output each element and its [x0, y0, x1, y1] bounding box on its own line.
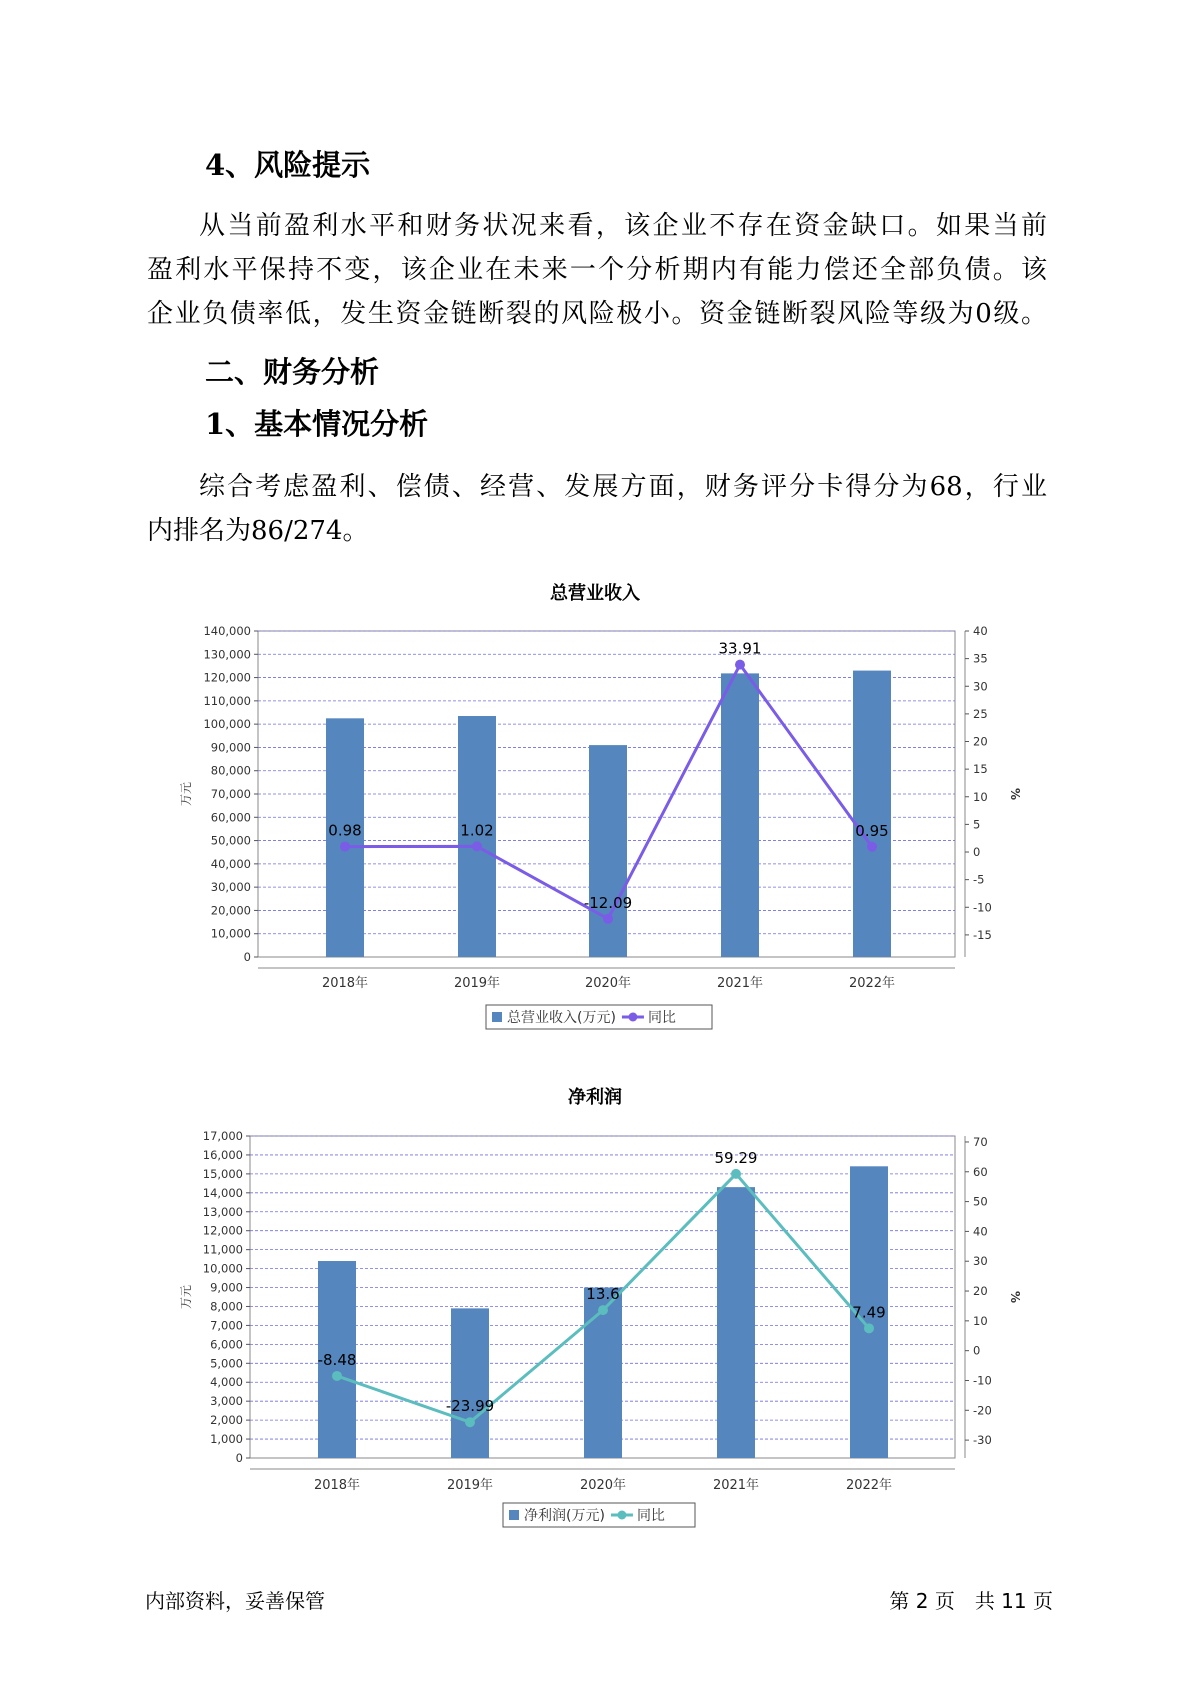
- x-tick-label: 2020年: [584, 976, 632, 991]
- y2-tick-label: -15: [973, 927, 992, 942]
- y-tick-label: 17,000: [202, 1129, 243, 1143]
- basic-paragraph: [147, 465, 1047, 553]
- bar: [589, 745, 627, 957]
- yoy-point: [867, 842, 877, 852]
- y-tick-label: 7,000: [210, 1318, 243, 1333]
- x-tick-label: 2020年: [579, 1478, 627, 1493]
- y-tick-label: 40,000: [210, 856, 251, 871]
- y-tick-label: 30,000: [210, 880, 251, 895]
- y2-tick-label: 20: [973, 1284, 988, 1299]
- y2-tick-label: 70: [973, 1134, 988, 1149]
- yoy-point: [598, 1305, 608, 1315]
- data-label: 59.29: [714, 1148, 758, 1167]
- data-label: -23.99: [445, 1397, 495, 1416]
- y-tick-label: 10,000: [210, 926, 251, 941]
- y2-tick-label: 10: [973, 789, 988, 804]
- footer-page-number: 第 2 页 共 11 页: [889, 1589, 1053, 1613]
- y-tick-label: 1,000: [210, 1432, 243, 1447]
- bar: [451, 1308, 489, 1458]
- data-label: 0.98: [328, 821, 362, 840]
- section-heading-basic: 1、基本情况分析: [205, 407, 429, 441]
- y2-tick-label: 5: [973, 817, 981, 832]
- y-tick-label: 8,000: [210, 1299, 243, 1314]
- data-label: -12.09: [583, 893, 633, 912]
- y-tick-label: 90,000: [210, 740, 251, 755]
- y-tick-label: 80,000: [210, 763, 251, 778]
- x-tick-label: 2018年: [313, 1478, 361, 1493]
- y2-tick-label: -30: [973, 1433, 992, 1448]
- y-tick-label: 5,000: [210, 1356, 243, 1371]
- y-tick-label: 9,000: [210, 1280, 243, 1295]
- y-tick-label: 6,000: [210, 1337, 243, 1352]
- y-tick-label: 15,000: [202, 1166, 243, 1181]
- y-tick-label: 110,000: [203, 693, 251, 708]
- x-tick-label: 2019年: [446, 1478, 494, 1493]
- yoy-point: [472, 841, 482, 851]
- y2-tick-label: -10: [973, 900, 992, 915]
- legend-bar-label: 总营业收入(万元): [507, 1010, 616, 1026]
- yoy-point: [731, 1169, 741, 1179]
- section-heading-risk: 4、风险提示: [205, 148, 371, 182]
- y2-tick-label: 40: [973, 1224, 988, 1239]
- chart-title: 总营业收入: [550, 583, 640, 604]
- x-tick-label: 2022年: [845, 1478, 893, 1493]
- yoy-point: [735, 660, 745, 670]
- y-tick-label: 13,000: [202, 1204, 243, 1219]
- y2-tick-label: -10: [973, 1373, 992, 1388]
- data-label: -8.48: [317, 1350, 357, 1369]
- y2-tick-label: 20: [973, 734, 988, 749]
- yoy-point: [603, 914, 613, 924]
- yoy-point: [864, 1323, 874, 1333]
- y-tick-label: 0: [243, 950, 251, 964]
- y2-tick-label: 10: [973, 1313, 988, 1328]
- yoy-point: [465, 1417, 475, 1427]
- x-tick-label: 2021年: [716, 976, 764, 991]
- y-tick-label: 70,000: [210, 787, 251, 801]
- y-tick-label: 140,000: [203, 624, 251, 638]
- data-label: 0.95: [855, 821, 889, 840]
- y2-tick-label: 40: [973, 624, 988, 638]
- yoy-point: [340, 842, 350, 852]
- section-heading-finance: 二、财务分析: [205, 355, 380, 389]
- y-tick-label: 3,000: [210, 1394, 243, 1409]
- y2-tick-label: -5: [973, 872, 985, 887]
- legend-bar-swatch: [492, 1012, 502, 1022]
- y2-axis-title: %: [1008, 787, 1022, 801]
- y-tick-label: 50,000: [210, 833, 251, 848]
- x-tick-label: 2022年: [848, 976, 896, 991]
- data-label: 33.91: [718, 639, 762, 658]
- y2-tick-label: 35: [973, 651, 988, 666]
- y-axis-title: 万元: [179, 1284, 193, 1310]
- x-tick-label: 2018年: [321, 976, 369, 991]
- data-label: 1.02: [460, 821, 494, 840]
- y2-tick-label: 30: [973, 679, 988, 694]
- legend: [486, 1005, 712, 1029]
- y2-tick-label: 0: [973, 845, 981, 860]
- y2-tick-label: 60: [973, 1164, 988, 1179]
- y-tick-label: 20,000: [210, 903, 251, 918]
- x-tick-label: 2021年: [712, 1478, 760, 1493]
- bar: [721, 673, 759, 957]
- y-tick-label: 16,000: [202, 1147, 243, 1162]
- y-tick-label: 2,000: [210, 1413, 243, 1428]
- basic-line-1: 综合考虑盈利、偿债、经营、发展方面，财务评分卡得分为68，行业: [199, 472, 1047, 502]
- risk-paragraph: [147, 204, 1047, 336]
- y-tick-label: 130,000: [203, 647, 251, 662]
- risk-line-2: 盈利水平保持不变，该企业在未来一个分析期内有能力偿还全部负债。该: [147, 255, 1047, 285]
- y2-tick-label: -20: [973, 1403, 992, 1418]
- y-axis-title: 万元: [179, 781, 193, 807]
- y-tick-label: 12,000: [202, 1223, 243, 1238]
- legend-line-marker: [628, 1013, 637, 1022]
- y-tick-label: 100,000: [203, 717, 251, 732]
- net-profit-chart: [0, 1073, 1191, 1538]
- y-tick-label: 4,000: [210, 1375, 243, 1390]
- chart-title: 净利润: [568, 1087, 622, 1108]
- y-tick-label: 0: [235, 1451, 243, 1465]
- y-tick-label: 10,000: [202, 1261, 243, 1276]
- yoy-point: [332, 1371, 342, 1381]
- data-label: 13.6: [586, 1285, 620, 1304]
- basic-line-2: 内排名为86/274。: [147, 516, 369, 546]
- risk-line-1: 从当前盈利水平和财务状况来看，该企业不存在资金缺口。如果当前: [199, 211, 1047, 241]
- legend-bar-swatch: [509, 1510, 519, 1520]
- y-tick-label: 120,000: [203, 670, 251, 685]
- footer-confidential-note: 内部资料，妥善保管: [145, 1589, 325, 1613]
- legend-line-label: 同比: [647, 1010, 676, 1026]
- risk-line-3: 企业负债率低，发生资金链断裂的风险极小。资金链断裂风险等级为0级。: [147, 299, 1047, 329]
- y-tick-label: 11,000: [202, 1242, 243, 1257]
- legend-line-marker: [617, 1511, 626, 1520]
- y2-tick-label: 0: [973, 1343, 981, 1358]
- bar: [717, 1187, 755, 1458]
- legend-line-label: 同比: [636, 1508, 665, 1524]
- y2-tick-label: 50: [973, 1194, 988, 1209]
- y2-axis-title: %: [1008, 1290, 1022, 1304]
- y-tick-label: 14,000: [202, 1185, 243, 1200]
- revenue-chart: [0, 575, 1191, 1035]
- y2-tick-label: 15: [973, 762, 988, 777]
- legend-bar-label: 净利润(万元): [524, 1508, 605, 1524]
- y2-tick-label: 25: [973, 706, 988, 721]
- y2-tick-label: 30: [973, 1254, 988, 1269]
- bar: [853, 671, 891, 957]
- data-label: 7.49: [852, 1303, 886, 1322]
- x-tick-label: 2019年: [453, 976, 501, 991]
- legend: [503, 1503, 695, 1527]
- y-tick-label: 60,000: [210, 810, 251, 825]
